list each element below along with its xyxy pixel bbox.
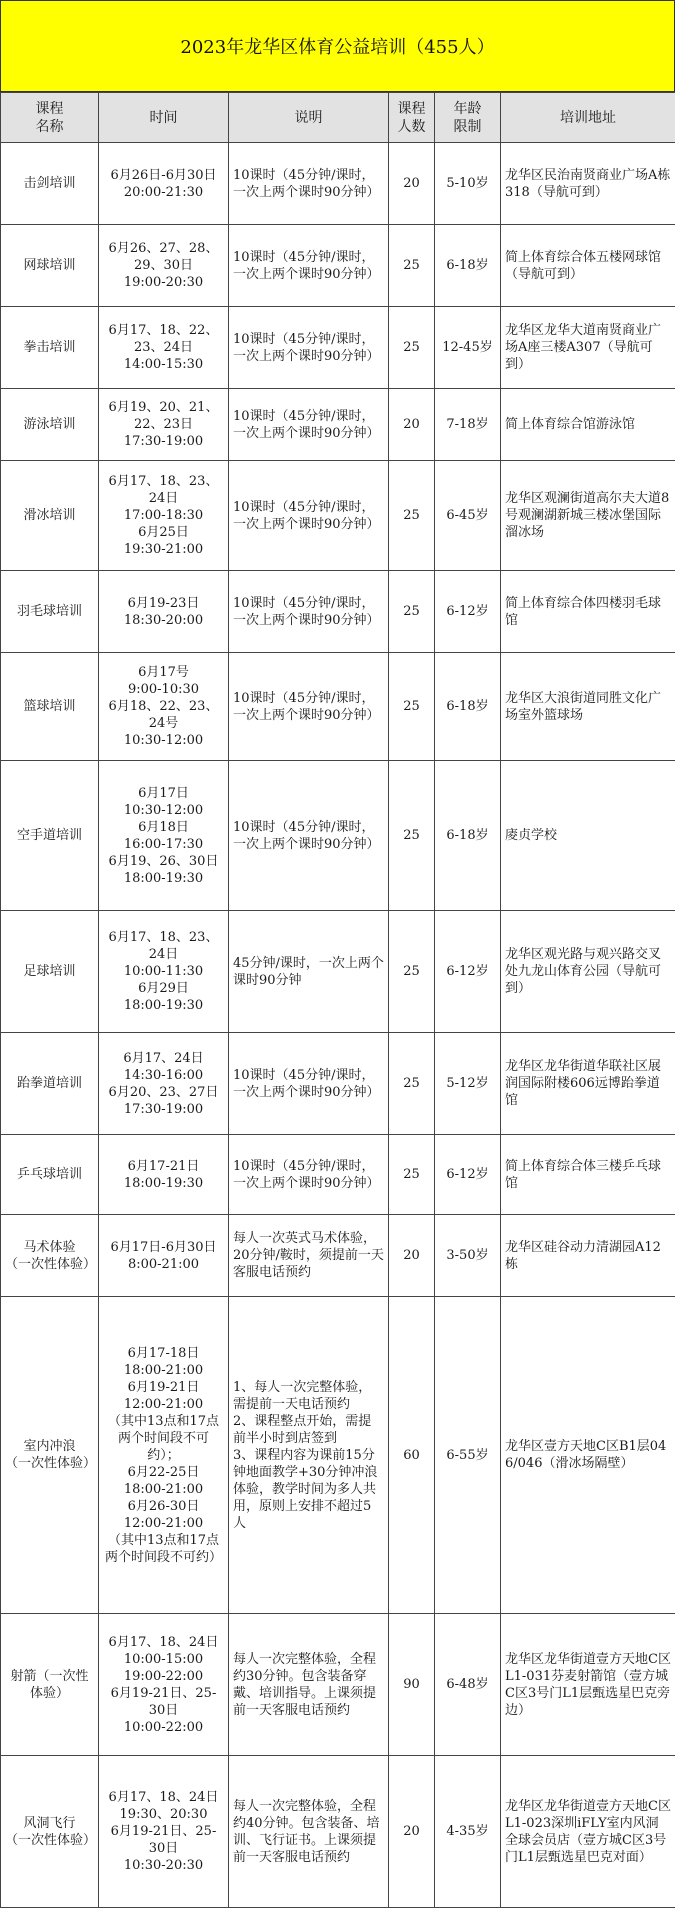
cell-age: 7-18岁 [435,389,501,461]
header-time: 时间 [99,93,229,143]
cell-desc: 10课时（45分钟/课时，一次上两个课时90分钟） [229,653,389,761]
cell-course: 室内冲浪 （一次性体验） [1,1297,99,1614]
cell-desc: 每人一次英式马术体验，20分钟/鞍时，须提前一天客服电话预约 [229,1215,389,1297]
cell-age: 6-48岁 [435,1614,501,1756]
cell-time: 6月17-18日 18:00-21:00 6月19-21日 12:00-21:00 （其中13点和17点两个时间段不可约）； 6月22-25日 18:00-21:00 6月26-30日 12:00-21:00 （其中13点和17点两个时间段不可约） [99,1297,229,1614]
cell-time: 6月17日-6月30日 8:00-21:00 [99,1215,229,1297]
cell-desc: 10课时（45分钟/课时，一次上两个课时90分钟） [229,307,389,389]
table-row [1,571,675,653]
cell-course: 击剑培训 [1,143,99,225]
cell-address: 庱贞学校 [501,761,675,911]
cell-time: 6月17、24日 14:30-16:00 6月20、23、27日 17:30-19:00 [99,1033,229,1135]
document-title: 2023年龙华区体育公益培训（455人） [0,0,675,92]
cell-count: 20 [389,143,435,225]
cell-course: 足球培训 [1,911,99,1033]
table-row [1,461,675,571]
cell-age: 6-12岁 [435,571,501,653]
header-count: 课程 人数 [389,93,435,143]
table-body [1,143,675,1908]
cell-count: 90 [389,1614,435,1756]
cell-desc: 45分钟/课时，一次上两个课时90分钟 [229,911,389,1033]
table-row [1,1614,675,1756]
cell-count: 60 [389,1297,435,1614]
cell-count: 25 [389,307,435,389]
table-header-row [1,93,675,143]
cell-desc: 10课时（45分钟/课时，一次上两个课时90分钟） [229,143,389,225]
cell-age: 5-12岁 [435,1033,501,1135]
cell-desc: 10课时（45分钟/课时，一次上两个课时90分钟） [229,571,389,653]
cell-time: 6月17、18、23、 24日 17:00-18:30 6月25日 19:30-21:00 [99,461,229,571]
cell-age: 6-45岁 [435,461,501,571]
cell-time: 6月26日-6月30日 20:00-21:30 [99,143,229,225]
cell-time: 6月17日 10:30-12:00 6月18日 16:00-17:30 6月19、26、30日 18:00-19:30 [99,761,229,911]
table-row [1,761,675,911]
cell-age: 4-35岁 [435,1756,501,1908]
cell-address: 龙华区观光路与观兴路交叉处九龙山体育公园（导航可到） [501,911,675,1033]
cell-age: 6-12岁 [435,911,501,1033]
cell-course: 马术体验 （一次性体验） [1,1215,99,1297]
cell-count: 25 [389,571,435,653]
cell-age: 3-50岁 [435,1215,501,1297]
cell-count: 25 [389,653,435,761]
cell-address: 简上体育综合体三楼乒乓球馆 [501,1135,675,1215]
cell-address: 简上体育综合体四楼羽毛球馆 [501,571,675,653]
table-row [1,389,675,461]
cell-address: 龙华区民治南贤商业广场A栋318（导航可到） [501,143,675,225]
cell-time: 6月17、18、24日 19:30、20:30 6月19-21日、25- 30日 10:30-20:30 [99,1756,229,1908]
cell-course: 游泳培训 [1,389,99,461]
cell-time: 6月19、20、21、 22、23日 17:30-19:00 [99,389,229,461]
table-row [1,1297,675,1614]
table-row [1,1215,675,1297]
cell-age: 6-18岁 [435,225,501,307]
cell-count: 25 [389,1033,435,1135]
cell-count: 20 [389,389,435,461]
cell-course: 跆拳道培训 [1,1033,99,1135]
cell-address: 龙华区大浪街道同胜文化广场室外篮球场 [501,653,675,761]
table-row [1,225,675,307]
cell-age: 6-12岁 [435,1135,501,1215]
cell-desc: 每人一次完整体验，全程约40分钟。包含装备、培训、飞行证书。上课须提前一天客服电话预约 [229,1756,389,1908]
table-row [1,911,675,1033]
cell-course: 篮球培训 [1,653,99,761]
training-table [0,92,675,1908]
cell-address: 龙华区龙华街道壹方天地C区L1-023深圳iFLY室内风洞全球会员店（壹方城C区3号门L1层甄选星巴克对面） [501,1756,675,1908]
table-row [1,1756,675,1908]
cell-course: 网球培训 [1,225,99,307]
cell-desc: 1、每人一次完整体验，需提前一天电话预约 2、课程整点开始，需提前半小时到店签到 3、课程内容为课前15分钟地面教学+30分钟冲浪体验，教学时间为多人共用，原则上安排不超过5人 [229,1297,389,1614]
cell-address: 简上体育综合体五楼网球馆（导航可到） [501,225,675,307]
cell-age: 6-18岁 [435,653,501,761]
cell-age: 5-10岁 [435,143,501,225]
cell-time: 6月17-21日 18:00-19:30 [99,1135,229,1215]
header-address: 培训地址 [501,93,675,143]
table-row [1,1135,675,1215]
cell-address: 龙华区壹方天地C区B1层046/046（滑冰场隔壁） [501,1297,675,1614]
cell-count: 20 [389,1756,435,1908]
cell-address: 龙华区龙华街道壹方天地C区L1-031芬麦射箭馆（壹方城C区3号门L1层甄选星巴克旁边） [501,1614,675,1756]
table-row [1,653,675,761]
cell-desc: 10课时（45分钟/课时，一次上两个课时90分钟） [229,1033,389,1135]
cell-desc: 10课时（45分钟/课时，一次上两个课时90分钟） [229,389,389,461]
table-row [1,307,675,389]
cell-desc: 10课时（45分钟/课时，一次上两个课时90分钟） [229,225,389,307]
cell-address: 龙华区硅谷动力清湖园A12栋 [501,1215,675,1297]
header-course: 课程 名称 [1,93,99,143]
cell-course: 滑冰培训 [1,461,99,571]
header-age: 年龄 限制 [435,93,501,143]
table-row [1,1033,675,1135]
cell-desc: 10课时（45分钟/课时，一次上两个课时90分钟） [229,1135,389,1215]
cell-count: 25 [389,911,435,1033]
cell-desc: 10课时（45分钟/课时，一次上两个课时90分钟） [229,461,389,571]
cell-course: 乒乓球培训 [1,1135,99,1215]
cell-count: 25 [389,225,435,307]
cell-course: 风洞飞行 （一次性体验） [1,1756,99,1908]
cell-count: 25 [389,761,435,911]
cell-time: 6月17、18、23、 24日 10:00-11:30 6月29日 18:00-19:30 [99,911,229,1033]
cell-age: 6-55岁 [435,1297,501,1614]
cell-desc: 每人一次完整体验，全程约30分钟。包含装备穿戴、培训指导。上课须提前一天客服电话预约 [229,1614,389,1756]
cell-desc: 10课时（45分钟/课时，一次上两个课时90分钟） [229,761,389,911]
cell-age: 12-45岁 [435,307,501,389]
cell-count: 25 [389,461,435,571]
cell-time: 6月19-23日 18:30-20:00 [99,571,229,653]
cell-course: 羽毛球培训 [1,571,99,653]
cell-time: 6月26、27、28、 29、30日 19:00-20:30 [99,225,229,307]
header-desc: 说明 [229,93,389,143]
cell-time: 6月17号 9:00-10:30 6月18、22、23、 24号 10:30-12:00 [99,653,229,761]
cell-address: 龙华区观澜街道高尔夫大道8号观澜湖新城三楼冰堡国际溜冰场 [501,461,675,571]
table-row [1,143,675,225]
cell-address: 简上体育综合馆游泳馆 [501,389,675,461]
cell-count: 20 [389,1215,435,1297]
cell-address: 龙华区龙华街道华联社区展润国际附楼606远博跆拳道馆 [501,1033,675,1135]
cell-time: 6月17、18、24日 10:00-15:00 19:00-22:00 6月19-21日、25- 30日 10:00-22:00 [99,1614,229,1756]
cell-course: 射箭（一次性体验） [1,1614,99,1756]
cell-course: 拳击培训 [1,307,99,389]
cell-age: 6-18岁 [435,761,501,911]
cell-count: 25 [389,1135,435,1215]
cell-course: 空手道培训 [1,761,99,911]
cell-address: 龙华区龙华大道南贤商业广场A座三楼A307（导航可到） [501,307,675,389]
cell-time: 6月17、18、22、 23、24日 14:00-15:30 [99,307,229,389]
